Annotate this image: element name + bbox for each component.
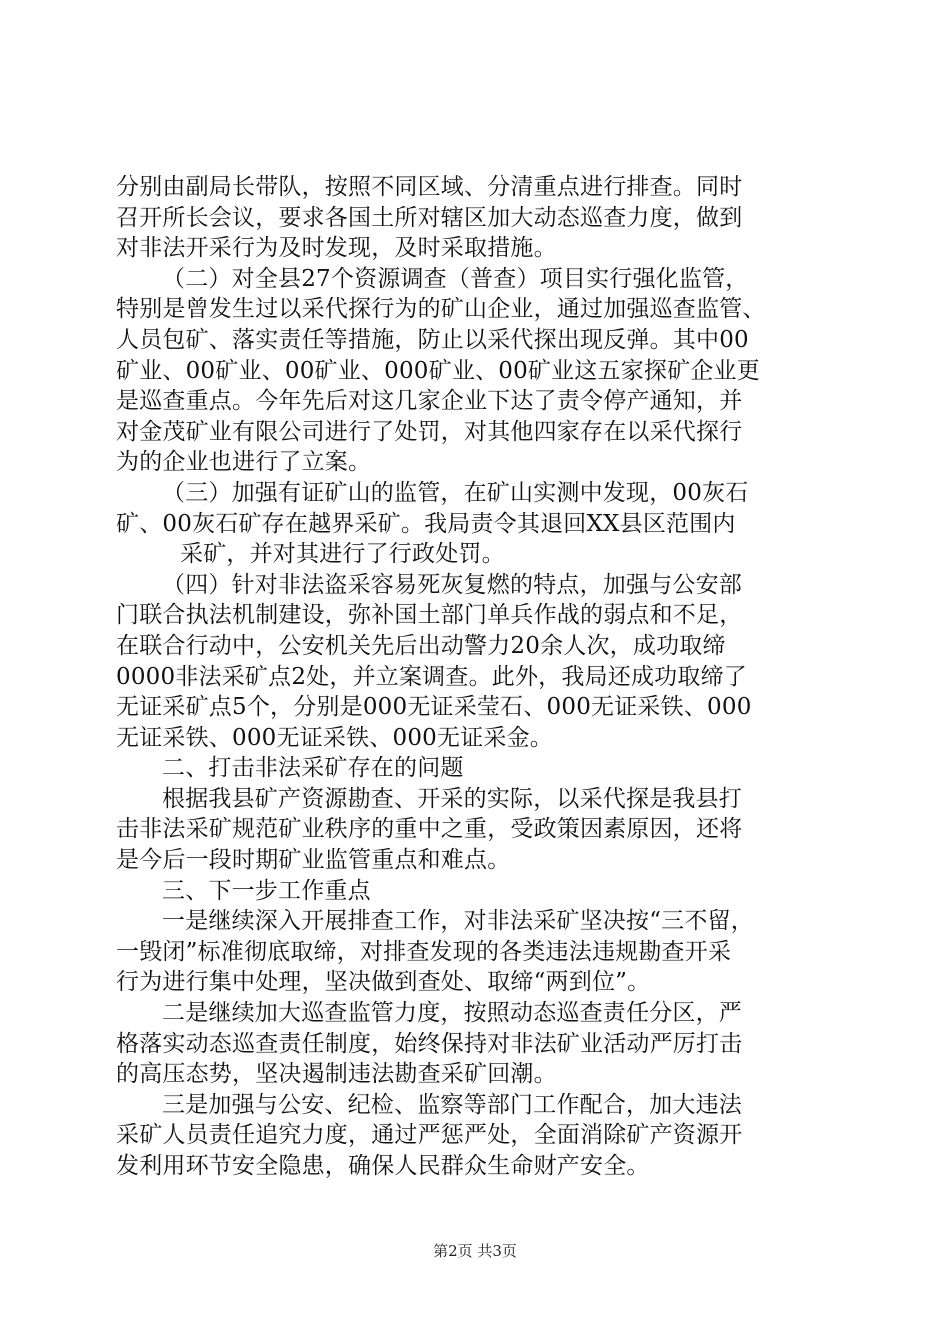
section-heading: 三、下一步工作重点 bbox=[162, 877, 371, 904]
paragraph-start-line: 二是继续加大巡查监管力度，按照动态巡查责任分区，严 bbox=[162, 1000, 742, 1027]
document-body bbox=[116, 172, 836, 1182]
text-line: 分别由副局长带队，按照不同区域、分清重点进行排查。同时 bbox=[116, 174, 743, 200]
text-line: 为的企业也进行了立案。 bbox=[116, 449, 372, 476]
paragraph-start-line: 三是加强与公安、纪检、监察等部门工作配合，加大违法 bbox=[162, 1091, 742, 1118]
page-footer: 第2页 共3页 bbox=[433, 1242, 517, 1260]
text-line: 矿业、00矿业、00矿业、000矿业、00矿业这五家探矿企业更 bbox=[116, 357, 760, 384]
text-line: 格落实动态巡查责任制度，始终保持对非法矿业活动严厉打击 bbox=[116, 1030, 743, 1057]
paragraph-start-line: 一是继续深入开展排查工作，对非法采矿坚决按“三不留， bbox=[162, 908, 754, 935]
text-line: 门联合执法机制建设，弥补国土部门单兵作战的弱点和不足， bbox=[116, 602, 743, 629]
text-line: 的高压态势，坚决遏制违法勘查采矿回潮。 bbox=[116, 1061, 557, 1088]
paragraph-start-line: 根据我县矿产资源勘查、开采的实际，以采代探是我县打 bbox=[162, 785, 742, 812]
text-line: 对金茂矿业有限公司进行了处罚，对其他四家存在以采代探行 bbox=[116, 418, 743, 445]
text-line: 在联合行动中，公安机关先后出动警力20余人次，成功取缔 bbox=[116, 632, 726, 659]
section-heading: 二、打击非法采矿存在的问题 bbox=[162, 755, 464, 782]
paragraph-start-line: （二）对全县27个资源调查（普查）项目实行强化监管， bbox=[162, 265, 749, 292]
text-line: 0000非法采矿点2处，并立案调查。此外，我局还成功取缔了 bbox=[116, 663, 747, 690]
text-line: 无证采铁、000无证采铁、000无证采金。 bbox=[116, 724, 553, 751]
paragraph-start-line: （三）加强有证矿山的监管，在矿山实测中发现，00灰石 bbox=[162, 479, 749, 506]
text-line: 特别是曾发生过以采代探行为的矿山企业，通过加强巡查监管、 bbox=[116, 296, 766, 323]
text-line: 召开所长会议，要求各国土所对辖区加大动态巡查力度，做到 bbox=[116, 204, 743, 231]
text-line: 无证采矿点5个，分别是000无证采莹石、000无证采铁、000 bbox=[116, 694, 752, 721]
text-line: 是巡查重点。今年先后对这几家企业下达了责令停产通知，并 bbox=[116, 388, 743, 415]
text-line: 采矿人员责任追究力度，通过严惩严处，全面消除矿产资源开 bbox=[116, 1122, 743, 1149]
text-line: 一毁闭”标准彻底取缔，对排查发现的各类违法违规勘查开采 bbox=[116, 938, 732, 965]
text-line: 对非法开采行为及时发现，及时采取措施。 bbox=[116, 235, 557, 262]
text-line: 发利用环节安全隐患，确保人民群众生命财产安全。 bbox=[116, 1153, 650, 1179]
text-line: 是今后一段时期矿业监管重点和难点。 bbox=[116, 847, 511, 874]
text-line: 矿、00灰石矿存在越界采矿。我局责令其退回XX县区范围内 bbox=[116, 510, 736, 537]
text-line: 击非法采矿规范矿业秩序的重中之重，受政策因素原因，还将 bbox=[116, 816, 743, 843]
text-line: 采矿，并对其进行了行政处罚。 bbox=[180, 541, 505, 568]
text-line: 人员包矿、落实责任等措施，防止以采代探出现反弹。其中00 bbox=[116, 326, 749, 353]
paragraph-start-line: （四）针对非法盗采容易死灰复燃的特点，加强与公安部 bbox=[162, 571, 742, 598]
text-line: 行为进行集中处理，坚决做到查处、取缔“两到位”。 bbox=[116, 969, 651, 996]
